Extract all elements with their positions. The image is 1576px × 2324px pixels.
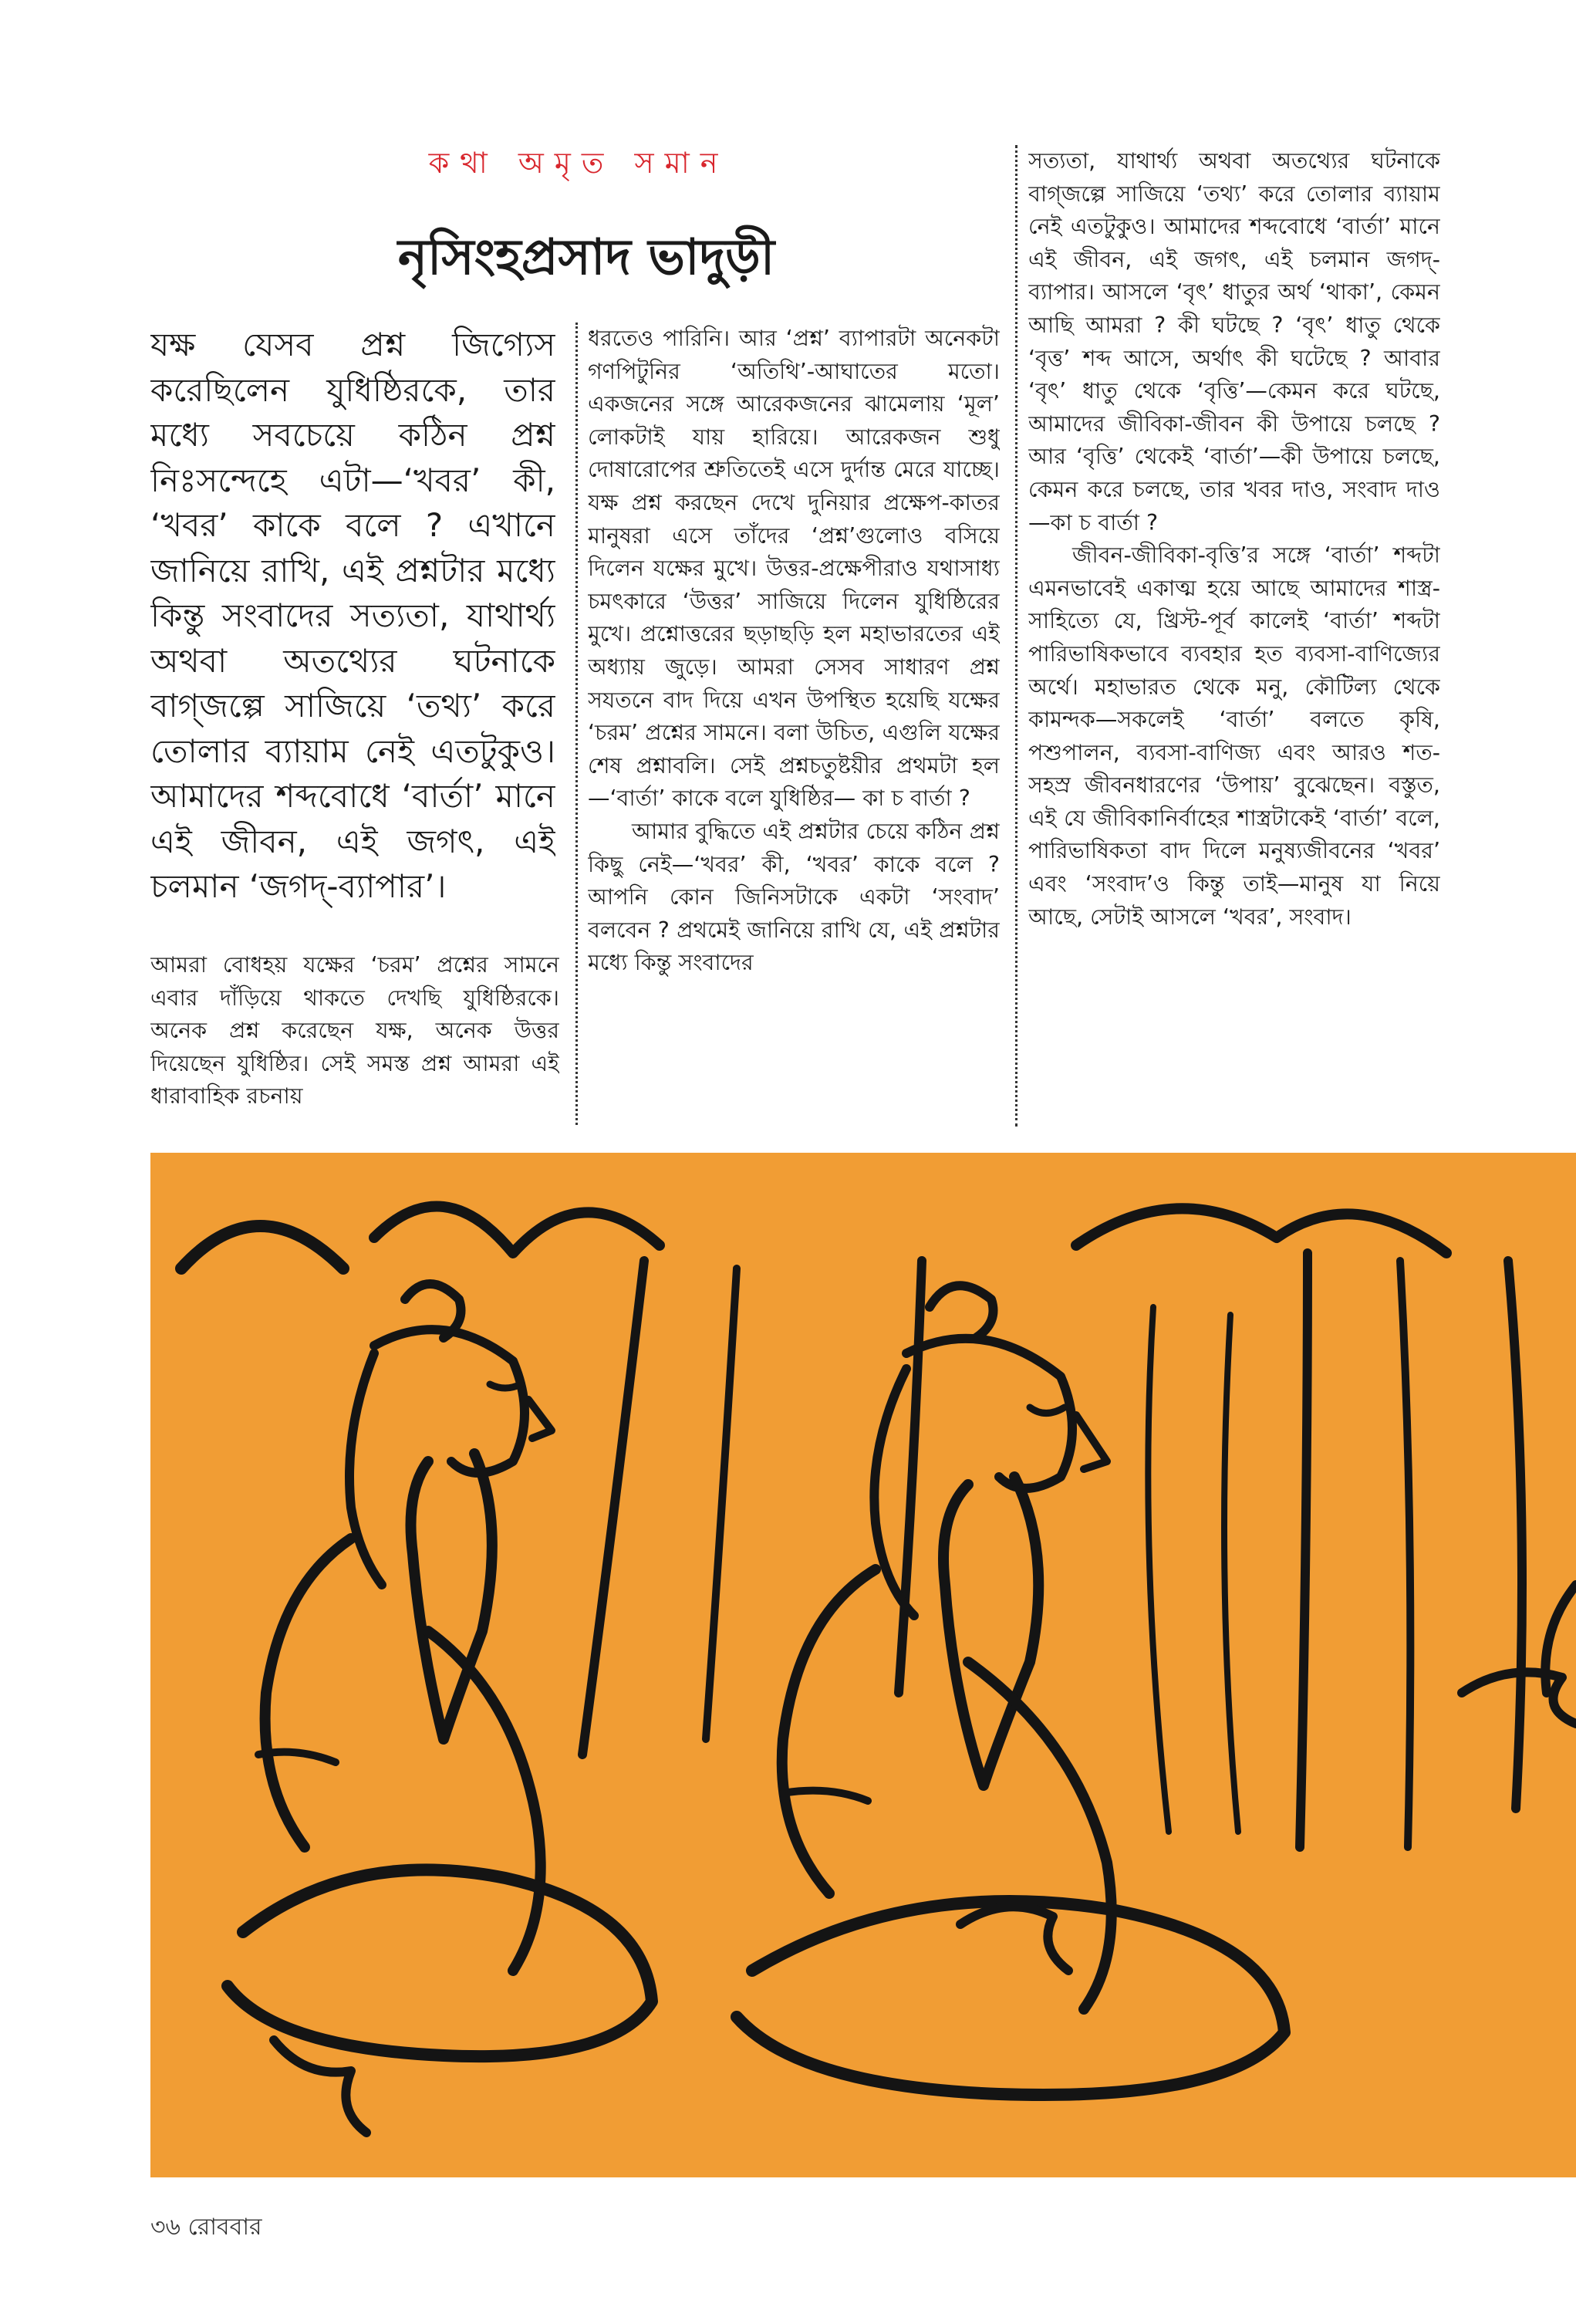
column-1-paragraph: আমরা বোধহয় যক্ষের ‘চরম’ প্রশ্নের সামনে এবার দাঁড়িয়ে থাকতে দেখছি যুধিষ্ঠিরকে। অনেক প্রশ্ন করেছেন যক্ষ, অনেক উত্তর দিয়েছেন যুধিষ্ঠির। সেই সমস্ত প্রশ্ন আমরা এই ধারাবাহিক রচনায়: [150, 952, 559, 1110]
left-sage-torso: [428, 1631, 541, 1971]
left-sage-hair: [349, 1353, 382, 1585]
canopy-arch-right: [1076, 1208, 1446, 1253]
tree-trunk-3: [899, 1261, 922, 1693]
left-sage-beard: [411, 1454, 492, 1739]
author-name: নৃসিংহপ্রসাদ ভাদুড়ী: [397, 229, 775, 286]
right-sage-topknot: [930, 1285, 994, 1338]
column-2-paragraph-2: আমার বুদ্ধিতে এই প্রশ্নটার চেয়ে কঠিন প্রশ্ন কিছু নেই—‘খবর’ কী, ‘খবর’ কাকে বলে ? আপনি কোন জিনিসটাকে একটা ‘সংবাদ’ বলবেন ? প্রথমেই জানিয়ে রাখি যে, এই প্রশ্নটার মধ্যে কিন্তু সংবাদের: [588, 818, 1000, 976]
page-folio: ৩৬ রোববার: [150, 2214, 262, 2241]
column-2-paragraph-1: ধরতেও পারিনি। আর ‘প্রশ্ন’ ব্যাপারটা অনেকটা গণপিটুনির ‘অতিথি’-আঘাতের মতো। একজনের সঙ্গে আরেকজনের ঝামেলায় ‘মূল’ লোকটাই যায় হারিয়ে। আরেকজন শুধু দোষারোপের শ্রুতিতেই এসে দুর্দান্ত মেরে যাচ্ছে। যক্ষ প্রশ্ন করছেন দেখে দুনিয়ার প্রক্ষেপ-কাতর মানুষরা এসে তাঁদের ‘প্রশ্ন’গুলোও বসিয়ে দিলেন যক্ষের মুখে। উত্তর-প্রক্ষেপীরাও যথাসাধ্য চমৎকারে ‘উত্তর’ সাজিয়ে দিলেন যুধিষ্ঠিরের মুখে। প্রশ্নোত্তরের ছড়াছড়ি হল মহাভারতের এই অধ্যায় জুড়ে। আমরা সেসব সাধারণ প্রশ্ন সযতনে বাদ দিয়ে এখন উপস্থিত হয়েছি যক্ষের ‘চরম’ প্রশ্নের সামনে। বলা উচিত, এগুলি যক্ষের শেষ প্রশ্নাবলি। সেই প্রশ্নচতুষ্টয়ীর প্রথমটা হল—‘বার্তা’ কাকে বলে যুধিষ্ঠির— কা চ বার্তা ?: [588, 326, 1000, 812]
right-sage-torso: [968, 1662, 1112, 2009]
right-sage-lap: [737, 1901, 1284, 2095]
left-sage-eye: [490, 1384, 521, 1388]
series-title: কথা অমৃত সমান: [428, 146, 729, 180]
tree-trunk-2: [706, 1268, 737, 1739]
column-3-paragraph-2: জীবন-জীবিকা-বৃত্তি’র সঙ্গে ‘বার্তা’ শব্দটা এমনভাবেই একাত্ম হয়ে আছে আমাদের শাস্ত্র-সাহিত্যে যে, খ্রিস্ট-পূর্ব কালেই ‘বার্তা’ শব্দটা পারিভাষিকভাবে ব্যবহার হত ব্যবসা-বাণিজ্যের অর্থে। মহাভারত থেকে মনু, কৌটিল্য থেকে কামন্দক—সকলেই ‘বার্তা’ বলতে কৃষি, পশুপালন, ব্যবসা-বাণিজ্য এবং আরও শত-সহস্র জীবনধারণের ‘উপায়’ বুঝেছেন। বস্তুত, এই যে জীবিকানির্বাহের শাস্ত্রটাকেই ‘বার্তা’ বলে, পারিভাষিকতা বাদ দিলে মনুষ্যজীবনের ‘খবর’ এবং ‘সংবাদ’ও কিন্তু তাই—মানুষ যা নিয়ে আছে, সেটাই আসলে ‘খবর’, সংবাদ।: [1028, 542, 1440, 930]
left-sage-head: [374, 1329, 525, 1473]
column-rule-left: [575, 323, 578, 1125]
canopy-arch-left: [181, 1226, 343, 1268]
sages-ink-drawing: [150, 1153, 1576, 2177]
tree-trunk-6: [1508, 1261, 1522, 1809]
column-1-body: [150, 949, 559, 1127]
left-sage-shoulder: [265, 1539, 351, 1847]
left-sage-lap: [228, 1870, 652, 2056]
column-2-body: [588, 323, 1000, 1129]
right-sage-hand: [960, 1907, 1068, 1971]
right-sage-beard: [943, 1477, 1038, 1785]
right-sage-arm-band: [783, 1791, 868, 1801]
tree-trunk-5: [1400, 1261, 1410, 1847]
curtain-fold-2: [1224, 1315, 1238, 1832]
tree-trunk-1: [582, 1261, 644, 1755]
curtain-fold-1: [1148, 1307, 1169, 1832]
right-sage-nose: [1076, 1415, 1107, 1469]
canopy-arch-mid: [374, 1207, 660, 1254]
column-3-paragraph-1: সত্যতা, যাথার্থ্য অথবা অতথ্যের ঘটনাকে বাগ্‌জল্পে সাজিয়ে ‘তথ্য’ করে তোলার ব্যায়াম নেই এতটুকুও। আমাদের শব্দবোধে ‘বার্তা’ মানে এই জীবন, এই জগৎ, এই চলমান জগদ্‌-ব্যাপার। আসলে ‘বৃৎ’ ধাতুর অর্থ ‘থাকা’, কেমন আছি আমরা ? কী ঘটছে ? ‘বৃৎ’ ধাতু থেকে ‘বৃত্ত’ শব্দ আসে, অর্থাৎ কী ঘটেছে ? আবার ‘বৃৎ’ ধাতু থেকে ‘বৃত্তি’—কেমন করে ঘটছে, আমাদের জীবিকা-জীবন কী উপায়ে চলছে ? আর ‘বৃত্তি’ থেকেই ‘বার্তা’—কী উপায়ে চলছে, কেমন করে চলছে, তার খবর দাও, সংবাদ দাও—কা চ বার্তা ?: [1028, 148, 1440, 535]
column-rule-right: [1015, 145, 1017, 1127]
column-3-body: [1028, 145, 1440, 1129]
left-sage-nose: [528, 1400, 552, 1438]
intro-paragraph: যক্ষ যেসব প্রশ্ন জিগ্যেস করেছিলেন যুধিষ্ঠিরকে, তার মধ্যে সবচেয়ে কঠিন প্রশ্ন নিঃসন্দেহে এটা—‘খবর’ কী, ‘খবর’ কাকে বলে ? এখানে জানিয়ে রাখি, এই প্রশ্নটার মধ্যে কিন্তু সংবাদের সত্যতা, যাথার্থ্য অথবা অতথ্যের ঘটনাকে বাগ্‌জল্পে সাজিয়ে ‘তথ্য’ করে তোলার ব্যায়াম নেই এতটুকুও। আমাদের শব্দবোধে ‘বার্তা’ মানে এই জীবন, এই জগৎ, এই চলমান ‘জগদ্‌-ব্যাপার’।: [150, 326, 555, 905]
illustration-two-sages: [150, 1153, 1576, 2177]
left-sage-hand: [274, 2040, 366, 2133]
right-sage-eye: [1030, 1407, 1065, 1414]
tree-trunk-4: [1300, 1253, 1308, 1847]
right-sage-shoulder: [782, 1569, 876, 1893]
